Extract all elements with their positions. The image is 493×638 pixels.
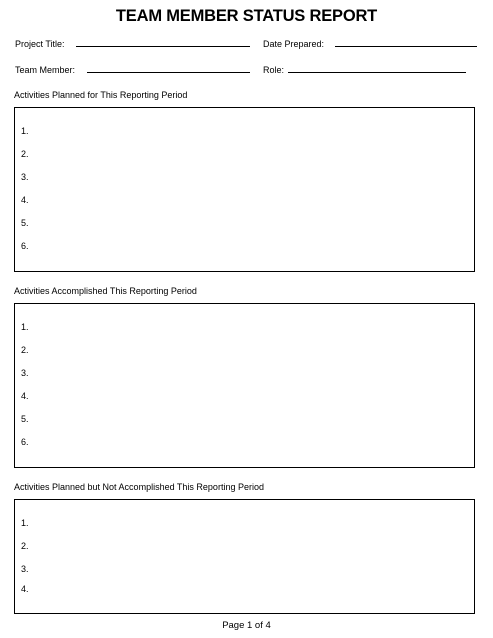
- list-item: 2.: [21, 345, 29, 355]
- section-accomplished-box[interactable]: [14, 303, 475, 468]
- list-item: 1.: [21, 322, 29, 332]
- project-title-label: Project Title:: [15, 39, 65, 49]
- role-field[interactable]: [288, 72, 466, 73]
- list-item: 5.: [21, 218, 29, 228]
- list-item: 3.: [21, 172, 29, 182]
- list-item: 6.: [21, 437, 29, 447]
- list-item: 1.: [21, 518, 29, 528]
- role-label: Role:: [263, 65, 285, 75]
- section-not-accomplished-box[interactable]: [14, 499, 475, 614]
- list-item: 2.: [21, 541, 29, 551]
- section-not-accomplished-label: Activities Planned but Not Accomplished This Reporting Period: [14, 482, 264, 492]
- list-item: 4.: [21, 391, 29, 401]
- page-title: TEAM MEMBER STATUS REPORT: [115, 7, 378, 25]
- list-item: 3.: [21, 564, 29, 574]
- date-prepared-field[interactable]: [335, 46, 477, 47]
- section-planned-box[interactable]: [14, 107, 475, 272]
- list-item: 5.: [21, 414, 29, 424]
- team-member-label: Team Member:: [15, 65, 76, 75]
- list-item: 4.: [21, 584, 29, 594]
- list-item: 6.: [21, 241, 29, 251]
- section-planned-label: Activities Planned for This Reporting Period: [14, 90, 188, 100]
- team-member-field[interactable]: [87, 72, 250, 73]
- list-item: 4.: [21, 195, 29, 205]
- list-item: 2.: [21, 149, 29, 159]
- list-item: 3.: [21, 368, 29, 378]
- section-accomplished-label: Activities Accomplished This Reporting Period: [14, 286, 197, 296]
- project-title-field[interactable]: [76, 46, 250, 47]
- list-item: 1.: [21, 126, 29, 136]
- date-prepared-label: Date Prepared:: [263, 39, 325, 49]
- page-number: Page 1 of 4: [222, 620, 271, 631]
